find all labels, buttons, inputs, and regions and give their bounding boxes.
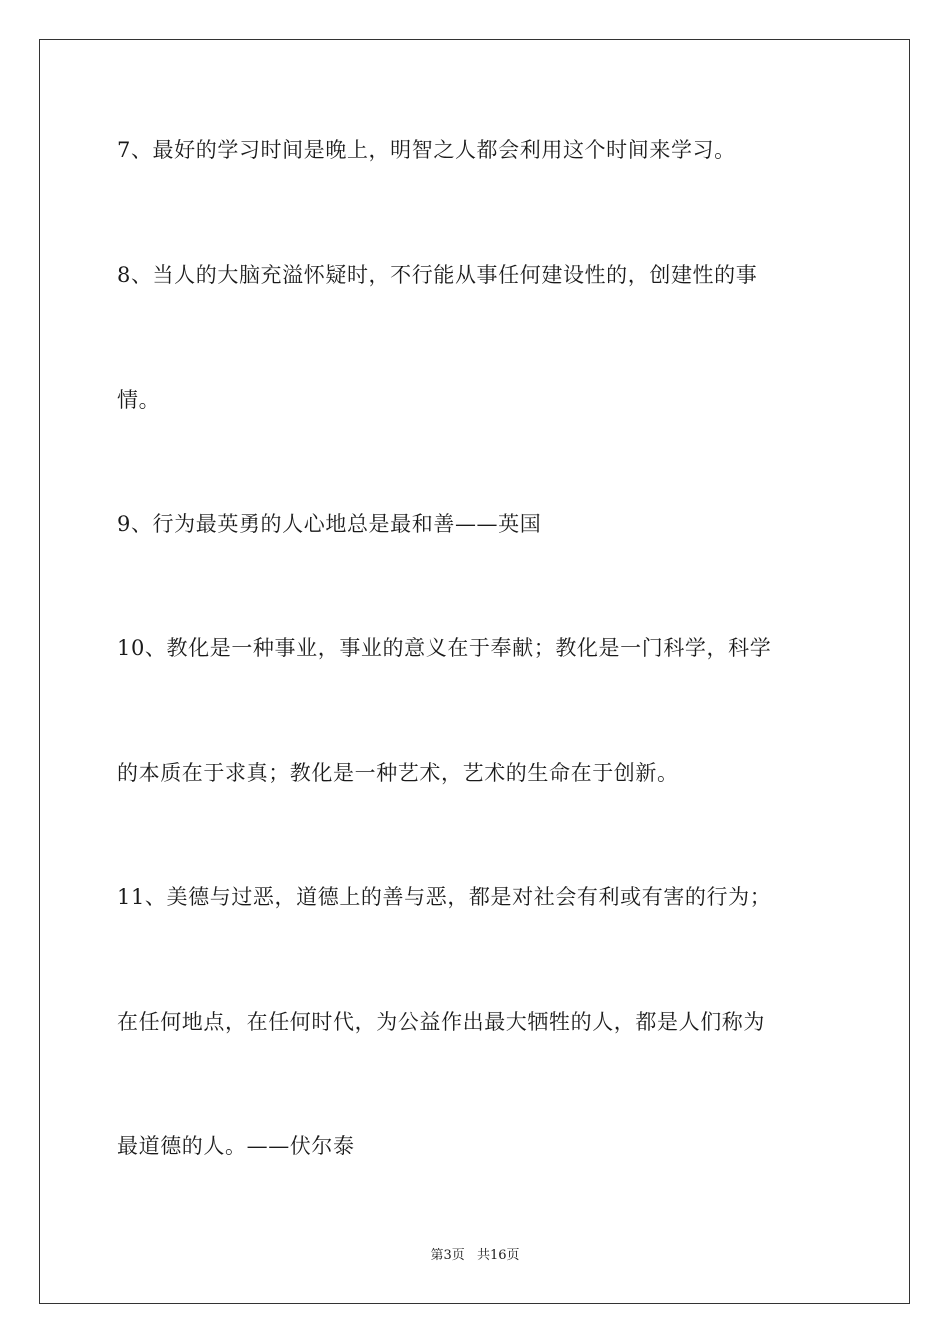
text-line-quote-10: 10、教化是一种事业，事业的意义在于奉献；教化是一门科学，科学 xyxy=(117,636,772,660)
text-line-quote-11-end: 最道德的人。——伏尔泰 xyxy=(117,1134,355,1158)
page-number: 第3页 xyxy=(430,1248,465,1263)
text-line-quote-8-cont: 情。 xyxy=(117,388,161,412)
text-line-quote-11: 11、美德与过恶，道德上的善与恶，都是对社会有利或有害的行为； xyxy=(117,885,772,909)
text-line-quote-10-cont: 的本质在于求真；教化是一种艺术，艺术的生命在于创新。 xyxy=(117,761,679,785)
page-border xyxy=(39,39,910,1304)
page-footer xyxy=(0,1248,950,1264)
page-total: 共16页 xyxy=(476,1248,520,1263)
text-line-quote-11-cont: 在任何地点，在任何时代，为公益作出最大牺牲的人，都是人们称为 xyxy=(117,1010,765,1034)
text-line-quote-8: 8、当人的大脑充溢怀疑时，不行能从事任何建设性的，创建性的事 xyxy=(117,263,758,287)
text-line-quote-7: 7、最好的学习时间是晚上，明智之人都会利用这个时间来学习。 xyxy=(117,138,736,162)
text-line-quote-9: 9、行为最英勇的人心地总是最和善——英国 xyxy=(117,512,542,536)
